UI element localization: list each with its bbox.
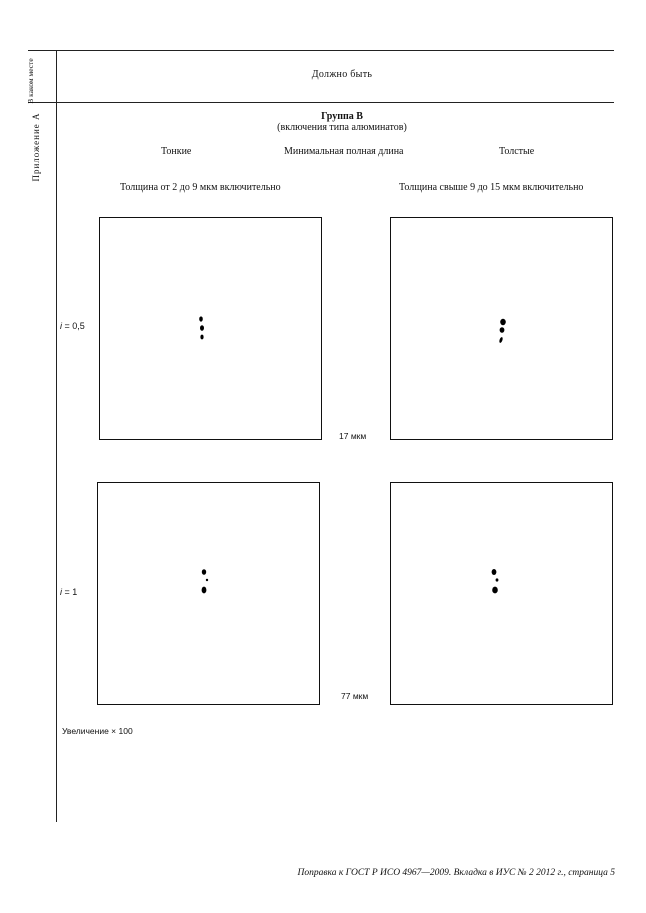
column-thick: Толстые [499, 146, 535, 157]
micrograph-thin-row1 [99, 217, 322, 440]
row2-length-label: 77 мкм [341, 691, 369, 701]
row2-i-symbol: i [60, 587, 62, 597]
group-title: Группа В [321, 111, 363, 122]
micrograph-thick-row1 [390, 217, 613, 440]
inclusion-thin-row2 [98, 483, 319, 704]
inclusion-thin-row1 [100, 218, 321, 439]
magnification-label: Увеличение × 100 [62, 726, 133, 736]
micrograph-thin-row2 [97, 482, 320, 705]
inclusion-thick-row1 [391, 218, 612, 439]
micrograph-thick-row2 [390, 482, 613, 705]
thick-thickness-label: Толщина свыше 9 до 15 мкм включительно [399, 182, 584, 193]
row1-i-value: = 0,5 [64, 321, 85, 331]
row2-i-value: = 1 [64, 587, 78, 597]
header-top-line [28, 50, 614, 51]
row1-length-label: 17 мкм [339, 431, 367, 441]
page-footer: Поправка к ГОСТ Р ИСО 4967—2009. Вкладка в ИУС № 2 2012 г., страница 5 [297, 868, 615, 878]
row1-i-symbol: i [60, 321, 62, 331]
side-appendix-label: Приложение А [31, 112, 41, 182]
row1-i-label [60, 321, 85, 331]
column-thin: Тонкие [161, 146, 192, 157]
inclusion-thick-row2 [391, 483, 612, 704]
row2-i-label [60, 587, 77, 597]
header-bottom-line [28, 102, 614, 103]
side-where-label: В каком месте [26, 58, 35, 104]
column-min-length: Минимальная полная длина [284, 146, 404, 157]
thin-thickness-label: Толщина от 2 до 9 мкм включительно [120, 182, 281, 193]
left-margin-line [56, 50, 57, 822]
group-subtitle: (включения типа алюминатов) [277, 122, 407, 133]
should-be-heading: Должно быть [311, 69, 373, 80]
